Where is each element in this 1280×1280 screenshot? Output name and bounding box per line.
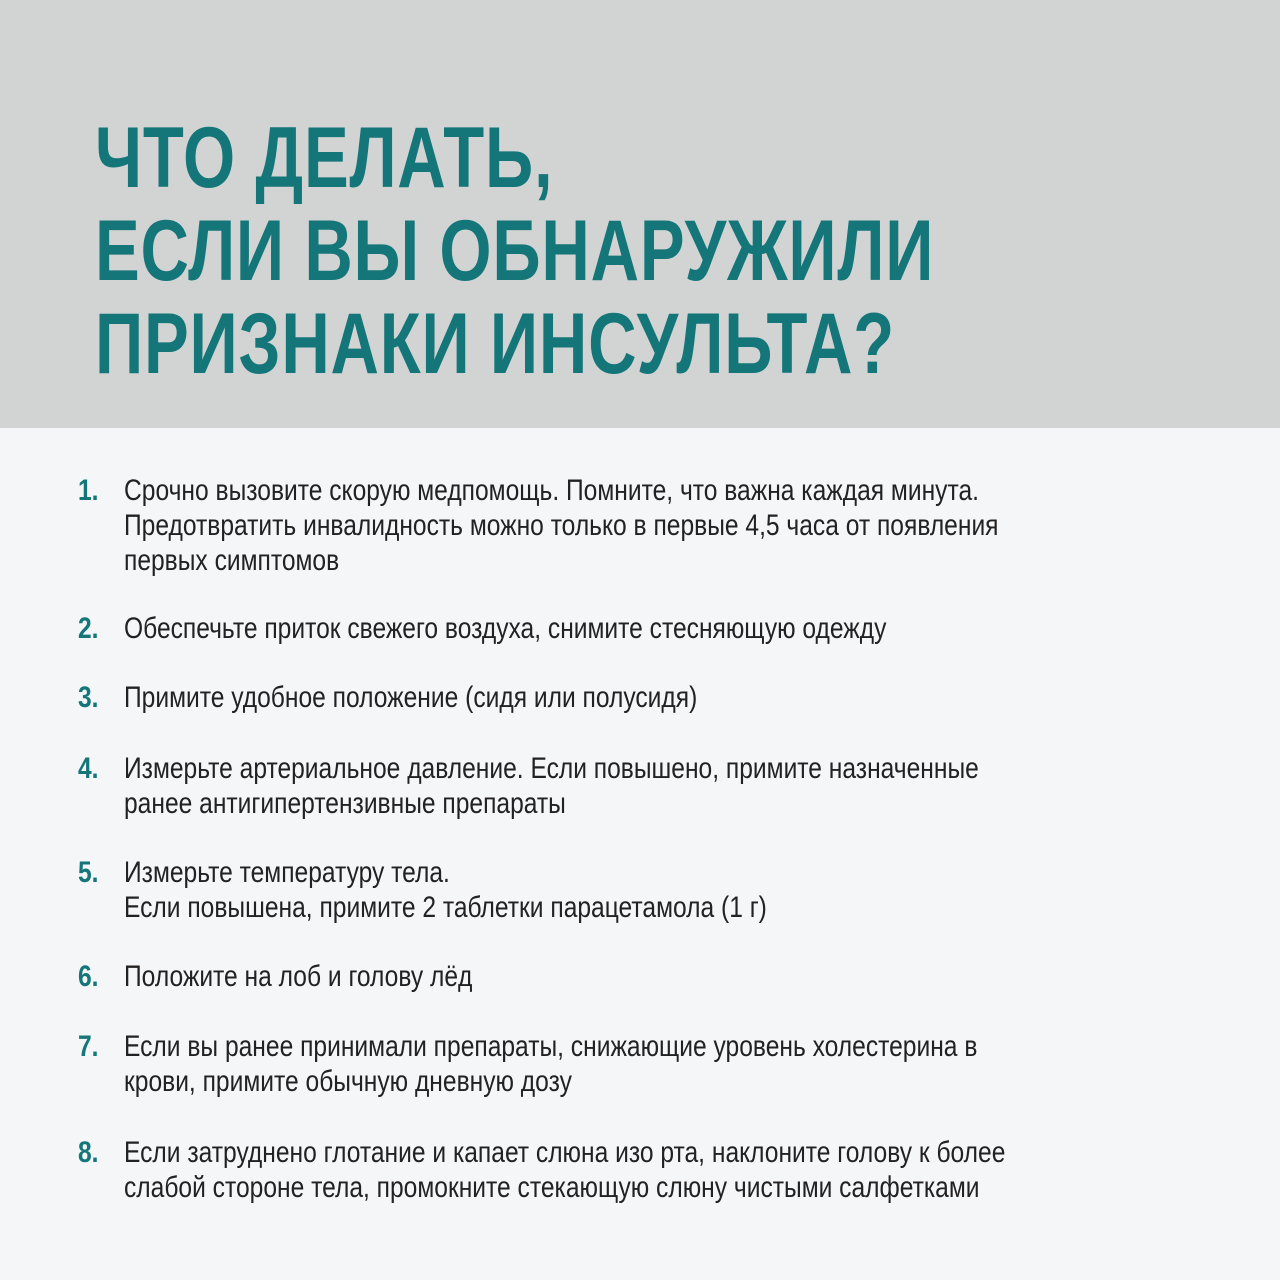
list-item-line: Обеспечьте приток свежего воздуха, снимите стесняющую одежду: [124, 612, 887, 645]
list-item-text: [124, 855, 1215, 925]
page-title-line-1: ЧТО ДЕЛАТЬ,: [95, 110, 554, 206]
list-item-number: 5.: [78, 856, 99, 889]
list-item-line: Примите удобное положение (сидя или полусидя): [124, 681, 698, 714]
list-item-line: Измерьте температуру тела.: [124, 856, 450, 889]
list-item-line: Если затруднено глотание и капает слюна изо рта, наклоните голову к более: [124, 1136, 1006, 1169]
list-item-line: Если вы ранее принимали препараты, снижающие уровень холестерина в: [124, 1030, 978, 1063]
list-item-text: [124, 1029, 1215, 1099]
list-item-number: 2.: [78, 612, 99, 645]
list-item-line: Предотвратить инвалидность можно только в первые 4,5 часа от появления: [124, 509, 999, 542]
list-item-text: [124, 680, 1215, 715]
list-item-text: [124, 959, 1215, 994]
list-item-line: Если повышена, примите 2 таблетки парацетамола (1 г): [124, 891, 767, 924]
list-item-number: 1.: [78, 474, 99, 507]
page-title-line-3: ПРИЗНАКИ ИНСУЛЬТА?: [95, 296, 895, 392]
page-title-line-2: ЕСЛИ ВЫ ОБНАРУЖИЛИ: [95, 203, 935, 299]
list-item-line: слабой стороне тела, промокните стекающую слюну чистыми салфетками: [124, 1171, 980, 1204]
list-item-line: Положите на лоб и голову лёд: [124, 960, 473, 993]
list-item-text: [124, 751, 1215, 821]
list-item-text: [124, 473, 1215, 578]
list-item-line: Измерьте артериальное давление. Если повышено, примите назначенные: [124, 752, 979, 785]
list-item-line: ранее антигипертензивные препараты: [124, 787, 566, 820]
list-item-number: 4.: [78, 752, 99, 785]
list-item-number: 7.: [78, 1030, 99, 1063]
list-item-text: [124, 1135, 1215, 1205]
list-item-text: [124, 611, 1215, 646]
list-item-line: первых симптомов: [124, 544, 340, 577]
list-item-number: 8.: [78, 1136, 99, 1169]
list-item-number: 3.: [78, 681, 99, 714]
list-item-line: крови, примите обычную дневную дозу: [124, 1065, 572, 1098]
list-item-number: 6.: [78, 960, 99, 993]
list-item-line: Срочно вызовите скорую медпомощь. Помните, что важна каждая минута.: [124, 474, 979, 507]
